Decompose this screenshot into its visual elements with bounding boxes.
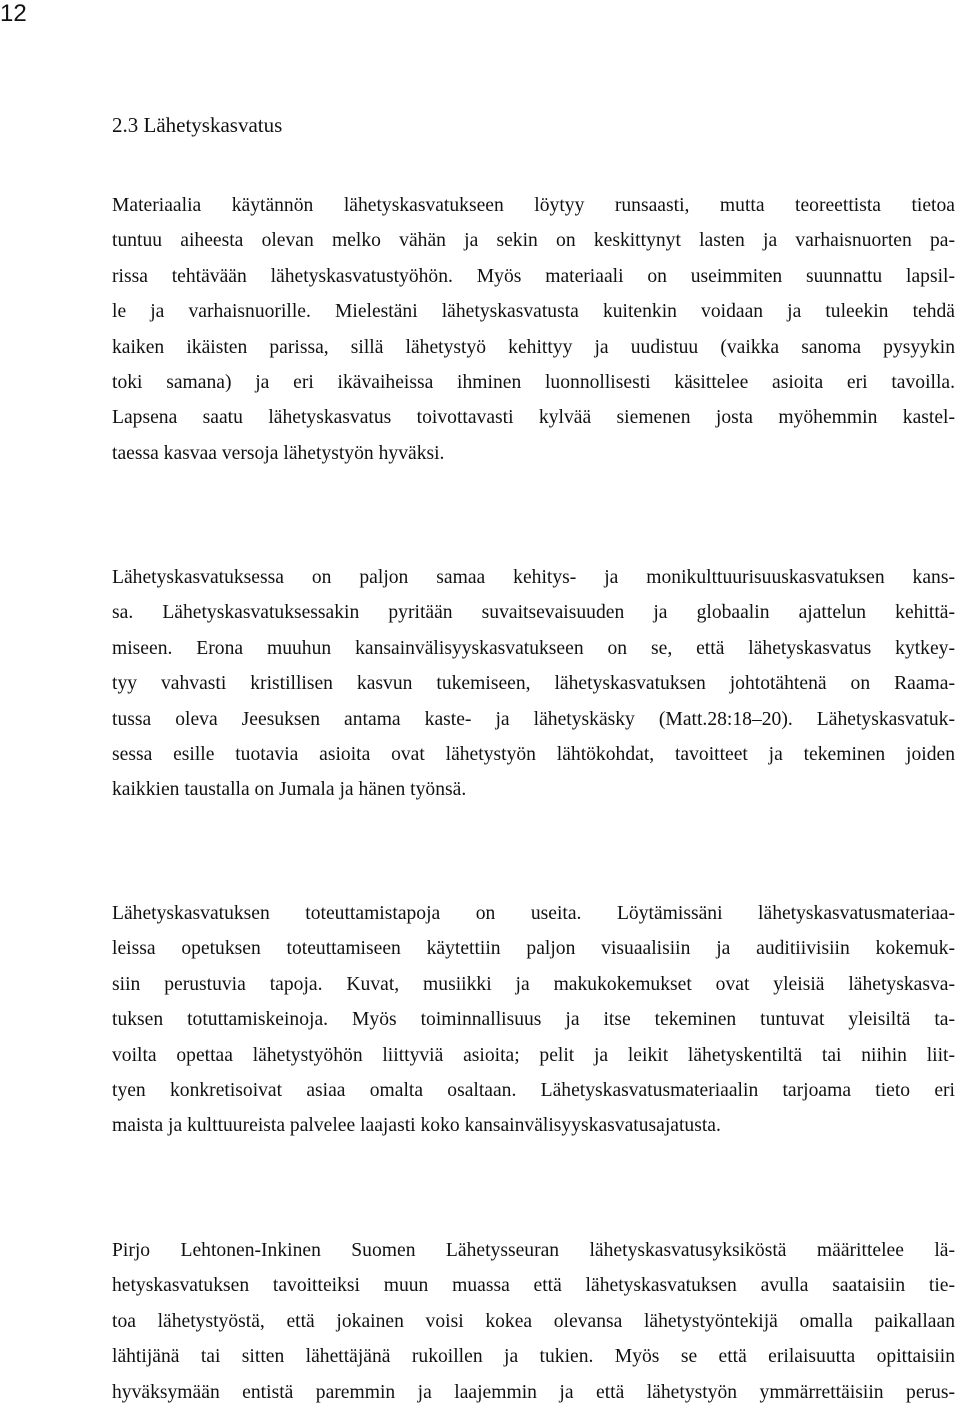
text-line: taessa kasvaa versoja lähetystyön hyväksi. <box>112 442 445 464</box>
text-line: kaikkien taustalla on Jumala ja hänen työnsä. <box>112 779 467 801</box>
text-line: tuksen totuttamiskeinoja. Myös toiminnallisuus ja itse tekeminen tuntuvat yleisiltä ta- <box>112 1009 955 1031</box>
paragraph-3 <box>112 896 955 1144</box>
text-line: toki samana) ja eri ikävaiheissa ihminen luonnollisesti käsittelee asioita eri tavoilla. <box>112 372 955 394</box>
text-line: rissa tehtävään lähetyskasvatustyöhön. Myös materiaali on useimmiten suunnattu lapsil- <box>112 265 955 287</box>
text-line: sa. Lähetyskasvatuksessakin pyritään suvaitsevaisuuden ja globaalin ajattelun kehittä- <box>112 602 955 624</box>
text-line: Lapsena saatu lähetyskasvatus toivottavasti kylvää siemenen josta myöhemmin kastel- <box>112 407 955 429</box>
text-line: miseen. Erona muuhun kansainvälisyyskasvatukseen on se, että lähetyskasvatus kytkey- <box>112 637 955 659</box>
text-line: hyväksymään entistä paremmin ja laajemmin ja että lähetystyön ymmärrettäisiin perus- <box>112 1381 955 1403</box>
text-line: tyy vahvasti kristillisen kasvun tukemiseen, lähetyskasvatuksen johtotähtenä on Raama- <box>112 673 955 695</box>
text-line: tuntuu aiheesta olevan melko vähän ja sekin on keskittynyt lasten ja varhaisnuorten pa- <box>112 230 955 252</box>
text-line: toa lähetystyöstä, että jokainen voisi kokea olevansa lähetystyöntekijä omalla paikallaan <box>112 1310 955 1332</box>
text-line: Materiaalia käytännön lähetyskasvatukseen löytyy runsaasti, mutta teoreettista tietoa <box>112 195 955 216</box>
text-line: voilta opettaa lähetystyöhön liittyviä asioita; pelit ja leikit lähetyskentiltä tai niihin liit- <box>112 1044 955 1066</box>
text-line: siin perustuvia tapoja. Kuvat, musiikki ja makukokemukset ovat yleisiä lähetyskasva- <box>112 973 955 995</box>
paragraph-1 <box>112 188 955 471</box>
text-line: Lähetyskasvatuksen toteuttamistapoja on useita. Löytämissäni lähetyskasvatusmateriaa- <box>112 903 955 924</box>
text-line: sessa esille tuotavia asioita ovat lähetystyön lähtökohdat, tavoitteet ja tekeminen joiden <box>112 744 955 766</box>
text-line: lähtijänä tai sitten lähettäjänä rukoillen ja tukien. Myös se että erilaisuutta opittaisiin <box>112 1346 955 1368</box>
text-line: tussa oleva Jeesuksen antama kaste- ja lähetyskäsky (Matt.28:18–20). Lähetyskasvatuk- <box>112 708 955 730</box>
text-line: maista ja kulttuureista palvelee laajasti koko kansainvälisyyskasvatusajatusta. <box>112 1115 721 1137</box>
text-line: Lähetyskasvatuksessa on paljon samaa kehitys- ja monikulttuurisuuskasvatuksen kans- <box>112 567 955 588</box>
text-line: le ja varhaisnuorille. Mielestäni lähetyskasvatusta kuitenkin voidaan ja tuleekin tehdä <box>112 301 955 323</box>
text-line: kaiken ikäisten parissa, sillä lähetystyö kehittyy ja uudistuu (vaikka sanoma pysyykin <box>112 336 955 358</box>
text-line: Pirjo Lehtonen-Inkinen Suomen Lähetysseuran lähetyskasvatusyksiköstä määrittelee lä- <box>112 1240 955 1261</box>
text-line: leissa opetuksen toteuttamiseen käytettiin paljon visuaalisiin ja auditiivisiin kokemuk- <box>112 938 955 960</box>
paragraph-4 <box>112 1233 955 1410</box>
paragraph-2 <box>112 560 955 808</box>
page-number: 12 <box>0 0 27 27</box>
text-line: tyen konkretisoivat asiaa omalta osaltaan. Lähetyskasvatusmateriaalin tarjoama tieto eri <box>112 1080 955 1102</box>
text-line: hetyskasvatuksen tavoitteiksi muun muassa että lähetyskasvatuksen avulla saataisiin tie- <box>112 1275 955 1297</box>
section-heading: 2.3 Lähetyskasvatus <box>112 113 283 137</box>
